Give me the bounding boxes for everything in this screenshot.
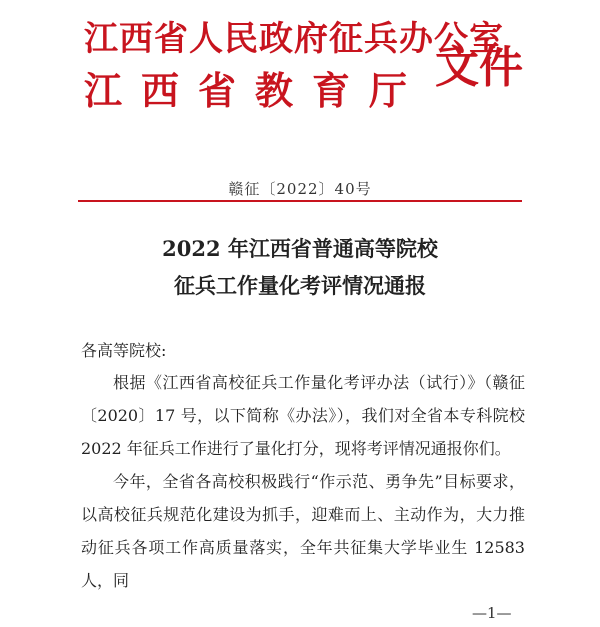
- document-type-label: 文件: [435, 42, 523, 93]
- body-paragraph: 根据《江西省高校征兵工作量化考评办法（试行）》（赣征〔2020〕17 号，以下简称《办法》），我们对全省本专科院校 2022 年征兵工作进行了量化打分，现将考评情况通报你们。: [81, 373, 525, 458]
- salutation: 各高等院校:: [81, 341, 167, 360]
- red-divider-line: [78, 200, 522, 202]
- page-number: —1—: [472, 604, 512, 622]
- document-title-line-2: 征兵工作量化考评情况通报: [174, 273, 426, 298]
- body-paragraph: 今年，全省各高校积极践行“作示范、勇争先”目标要求，以高校征兵规范化建设为抓手，迎难而上、主动作为，大力推动征兵各项工作高质量落实，全年共征集大学毕业生 12583 人，同: [81, 472, 525, 590]
- issuer-name-education-department: 江西省教育厅: [84, 69, 427, 113]
- issuer-name-military-office: 江西省人民政府征兵办公室: [84, 19, 504, 59]
- document-title-line-1: 2022 年江西省普通高等院校: [162, 236, 438, 261]
- document-body: [81, 366, 525, 597]
- document-number: 赣征〔2022〕40号: [228, 180, 372, 198]
